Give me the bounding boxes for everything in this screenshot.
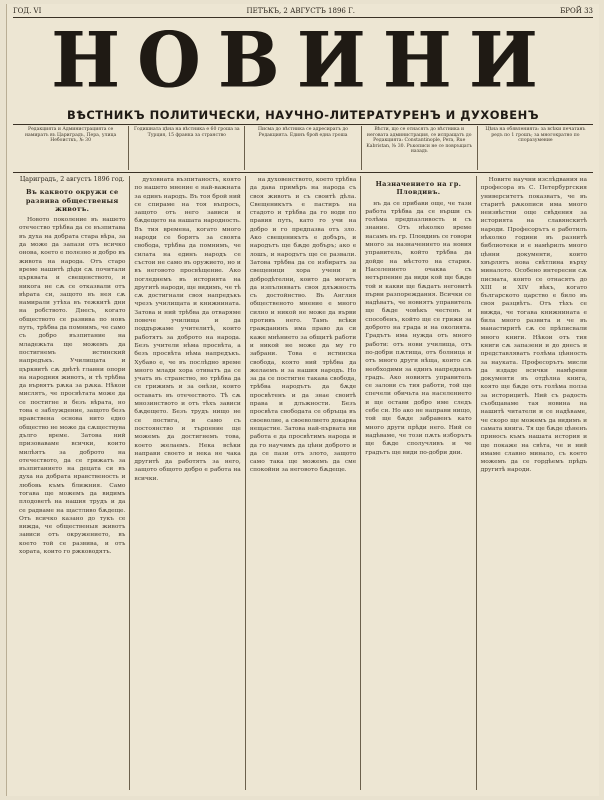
column-1 <box>15 176 130 790</box>
column-1-text: Новото поколение въ нашето отечество трѣбва да се възпитава въ духа на добрата стара вѣра, за да може да запази отъ всичко онова, което е полезно и добро въ живота на народа. Отъ старо време нашитѣ дѣди сѫ почитали църквата и свещенството, и никога не сѫ се отказвали отъ вѣрата си, защото въ нея сѫ намирали утѣха въ тежкитѣ дни на робството. Днесъ, когато обществото се развива по новъ путь, трѣбва да помнимъ, че само съ добро възпитание на младежьта ще можемъ да постигнемъ истинский напредъкъ. Училищата и църквитѣ сѫ двѣтѣ главни опори на народния животъ, и тѣ трѣбва да вървятъ рѫка за рѫка. Нѣкои мислятъ, че просвѣтата може да се постигне и безъ вѣрата, но това е заблуждение, защото безъ нравствена основа нито едно общество не може да сѫществува дълго време. Затова ний призоваваме всички, които милѣятъ за доброто на отечеството, да се грижатъ за възпитанието на децата си въ духа на добрата нравственость и любовь къмъ ближния. Само тогава ще можемъ да видимъ плодоветѣ на нашия трудъ и да се радваме на щастливо бѫдеще. Отъ всичко казано до тукъ се вижда, че общественыя животъ зависи отъ окружението, въ което той се развива, и отъ хората, които го ржководятъ. <box>19 217 126 556</box>
issue-number: БРОЙ 33 <box>560 7 593 15</box>
newspaper-page <box>6 4 599 796</box>
column-2-text: духовната възпитаность, която по нашето мнение е най-важната за единъ народъ. Въ тоя брой ний се спираме на тоя въпросъ, защото отъ него зависи и бѫдещето на нашата народность. Въ тия времена, когато много народи се борятъ за своята свобода, трѣбва да помнимъ, че силата на единъ народъ се състои не само въ оружието, но и въ неговото просвѣщение. Ако погледнемъ въ историята на другитѣ народи, ще видимъ, че тѣ сѫ достигнали своя напредъкъ чрезъ училищата и книжнината. Затова и ний трѣбва да отваряме повече училища и да поддържаме учителитѣ, които работятъ за доброто на народа. Безъ учители нѣма просвѣта, а безъ просвѣта нѣма напредъкъ. Хубаво е, че въ послѣдно време много млади хора отиватъ да се учатъ въ странство, но трѣбва да се грижимъ и за онѣзи, които оставатъ въ отечеството. Тѣ сѫ мнозинството и отъ тѣхъ зависи бѫдещето. Безъ трудъ нищо не се постига, и само съ постоянство и търпение ще можемъ да достигнемъ това, което желаемъ. Нека всѣки направи своето и нека не чака другитѣ да работятъ за него, защото общото добро е работа на всички. <box>134 177 241 482</box>
subtitle-rule <box>13 124 593 125</box>
info-cell-letters: Писма до вѣстника се адресиратъ до Редакцията. Единъ брой една гроша <box>245 126 361 170</box>
masthead <box>7 14 599 105</box>
info-cell-price: Годишната цѣна на вѣстника е 60 гроша за Турция, 15 франка за странство <box>129 126 245 170</box>
column-4-text: нъ да се прибави още, че тази работа трѣбва да се върши съ голѣма предпазливость и съ знание. Отъ нѣколко време насамъ въ гр. Пловдивъ се говори много за назначението на новия управитель, който трѣбва да дойде на мѣстото на стария. Населението очаква съ нетърпение да види кой ще бѫде той и какви ще бѫдатъ неговитѣ първи разпореждания. Всички се надѣватъ, че новиятъ управитель ще бѫде човѣкъ честенъ и способенъ, който ще се грижи за доброто на града и на околията. Градътъ има нужда отъ много работи: отъ нови училища, отъ по-добри пѫтища, отъ болница и отъ много други нѣща, които сѫ необходими за единъ напредналъ градъ. Ако новиятъ управитель се залови съ тия работи, той ще спечели обичьта на населението и ще остави добро име следъ себе си. Но ако не направи нищо, той ще бѫде забравенъ като много други прѣди него. Ний се надѣваме, че този пѫть изборътъ ще бѫде сполучливъ и че градътъ ще види по-добри дни. <box>365 200 472 456</box>
issue-date: ПЕТЪКЪ, 2 АВГУСТЪ 1896 Г. <box>246 7 355 15</box>
column-1-headline: Въ каквото окружи се развива общественыя животъ. <box>25 188 119 213</box>
column-5 <box>477 176 591 790</box>
column-3-text: на духовенството, което трѣбва да дава примѣръ на народа съ своя животъ и съ своитѣ дѣла. Свещеникътъ е пастиръ на стадото и трѣбва да го води по правия путь, като го учи на добро и го предпазва отъ зло. Ако свещеникътъ е добъръ, и народътъ ще бѫде добъръ; ако е лошъ, и народътъ ще се развали. Затова трѣбва да се избиратъ за свещеници хора учени и добродѣтелни, които да могатъ да изпълняватъ своя длъжность съ достойнство. Въ Англия общественото мнение е много силно и никой не може да върви противъ него. Тамъ всѣки гражданинъ има право да си каже мнѣнието за общитѣ работи и никой не може да му го забрани. Това е истинска свобода, която ний трѣбва да желаемъ и за нашия народъ. Но за да се постигне такава свобода, трѣбва народътъ да бѫде просвѣтенъ и да знае своитѣ права и длъжности. Безъ просвѣта свободата се обръща въ своеволие, а своеволието докарва нещастие. Затова най-първата ни работа е да просвѣтимъ народа и да го научимъ да цѣни доброто и да се пази отъ злото, защото само така ще можемъ да сме спокойни за неговото бѫдеще. <box>249 177 357 474</box>
column-4 <box>361 176 476 790</box>
year-label: ГОД. VI <box>13 7 42 15</box>
info-cell-editorial: Редакцията и Администрацията се намиратъ въ Цариградъ, Пера, улица Небоисткъ, № 30 <box>13 126 129 170</box>
info-cell-ads: Цѣна на обявленията: за всѣки печатанъ редъ по 1 грошъ; за многократно по споразумение <box>485 127 586 144</box>
column-2 <box>130 176 245 790</box>
dateline: Цариградъ, 2 августъ 1896 год. <box>19 176 125 183</box>
article-columns <box>15 176 591 790</box>
newspaper-subtitle: ВѢСТНИКЪ ПОЛИТИЧЕСКИ, НАУЧНО-ЛИТЕРАТУРЕНЪ И ДУХОВЕНЪ <box>66 108 540 122</box>
info-strip <box>13 126 593 170</box>
column-4-headline: Назначението на гр. Пловдивъ. <box>375 180 462 197</box>
column-3 <box>246 176 361 790</box>
info-rule <box>13 172 593 173</box>
newspaper-title: НОВИНИ <box>51 14 555 105</box>
column-5-text: Новите научни изслѣдвания на професора въ С. Петербургския университетъ показватъ, че въ старитѣ рѫкописи има много неизвѣстни още свѣдения за историята на славянскитѣ народи. Професорътъ е работилъ нѣколко години въ разнитѣ библиотеки и е намѣрилъ много цѣнни документи, които хвърлятъ нова свѣтлина върху миналото. Особено интересни сѫ писмата, които се отнасятъ до XIII и XIV вѣкъ, когато българското царство е било въ своя разцвѣтъ. Отъ тѣхъ се вижда, че тогава книжнината е била много развита и че въ манастиритѣ сѫ се прѣписвали много книги. Нѣкои отъ тия книги сѫ запазени и до днесъ и представляватъ голѣма цѣнность за науката. Професорътъ мисли да издаде всички намѣрени документи въ отдѣлна книга, която ще бѫде отъ голѣма полза за историцитѣ. Ний съ радость съобщаваме тая новина на нашитѣ читатели и се надѣваме, че скоро ще можемъ да видимъ и самата книга. Тя ще бѫде цѣненъ приносъ къмъ нашата история и ще покаже на свѣта, че и ний имаме славно минало, съ което можемъ да се гордѣемъ прѣдъ другитѣ народи. <box>480 177 588 474</box>
info-cell-address: Вѣсти, що се отнасятъ до вѣстника и неговата администрация, се испращатъ до Редакцията: Constantinople, Pera, Rue Kabristan, № 30. Ръкописи не се повръщатъ назадъ <box>362 126 478 170</box>
